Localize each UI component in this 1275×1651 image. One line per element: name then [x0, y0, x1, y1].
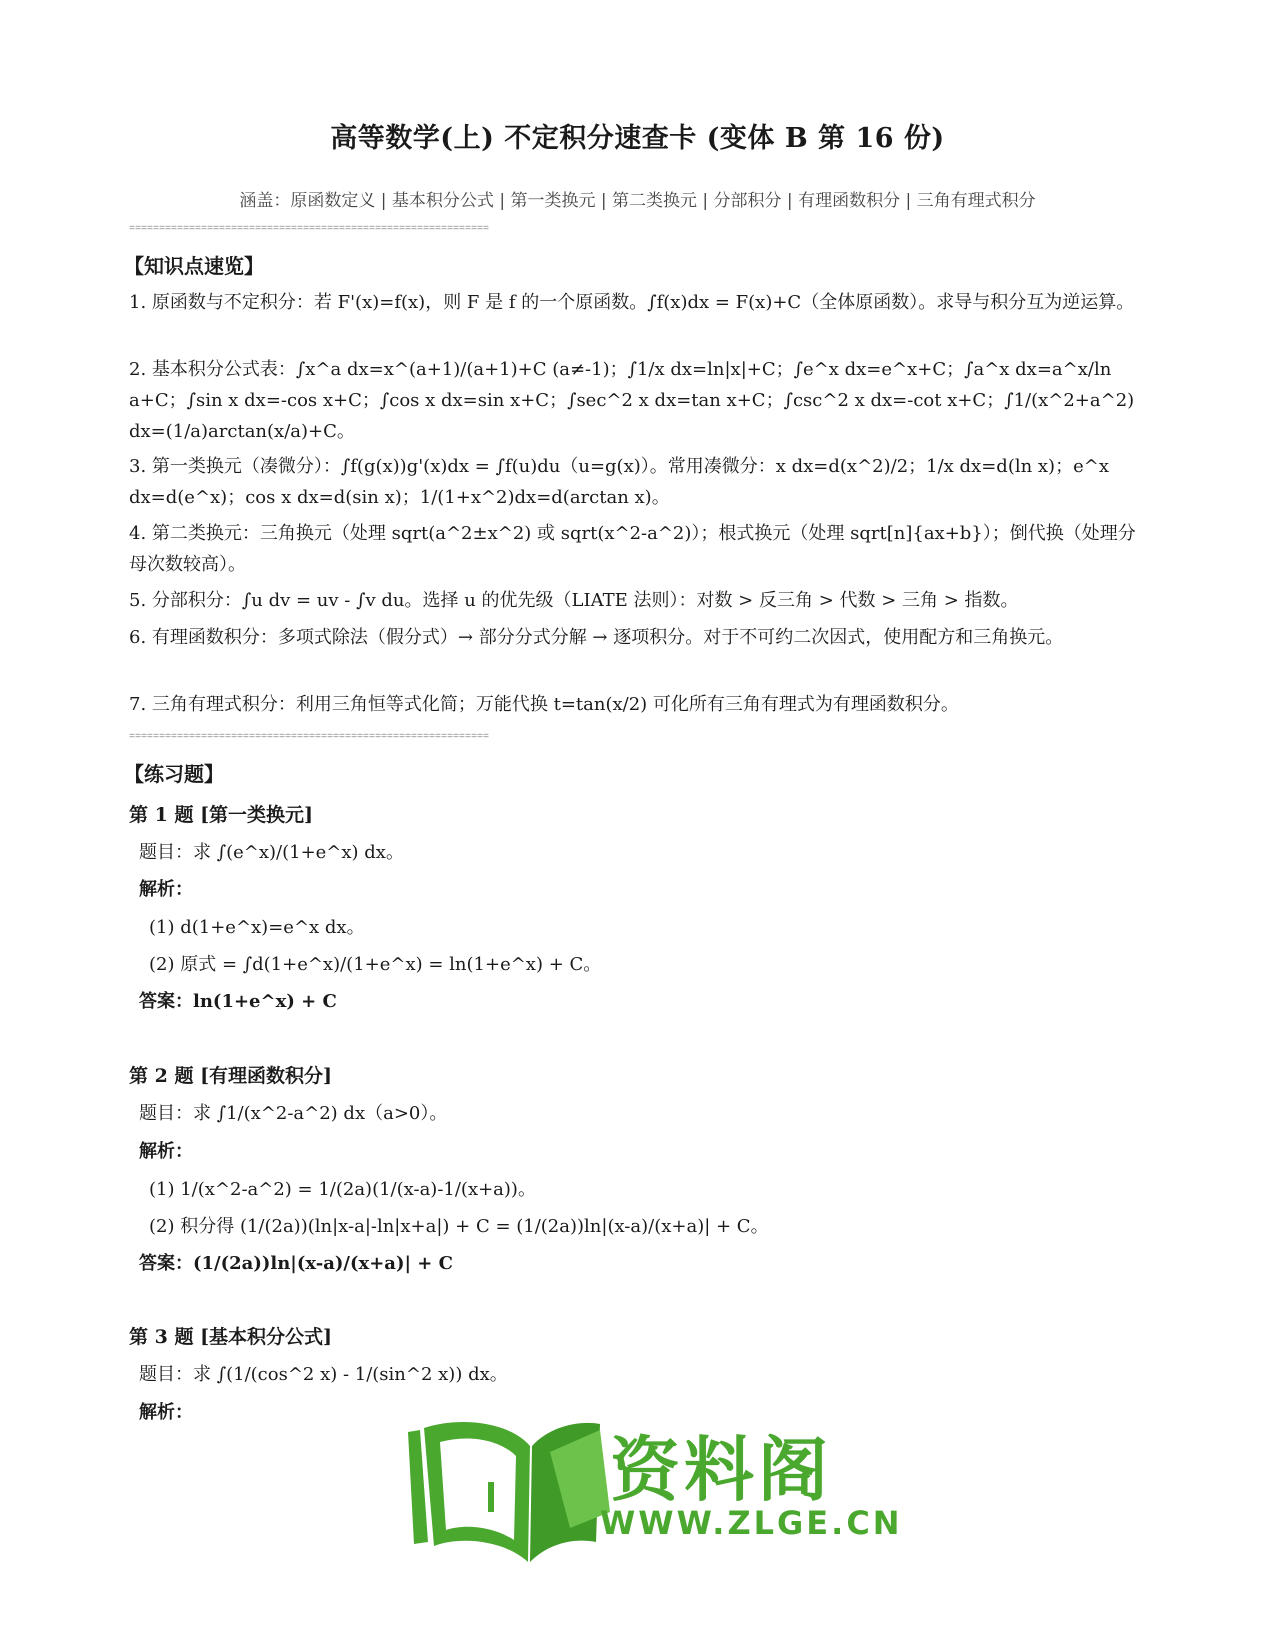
- knowledge-point: 4. 第二类换元：三角换元（处理 sqrt(a^2±x^2) 或 sqrt(x^2-a^2)）；根式换元（处理 sqrt[n]{ax+b}）；倒代换（处理分母次数较高）。: [129, 523, 1136, 575]
- analysis-label: 解析：: [139, 1402, 193, 1423]
- analysis-step: (2) 积分得 (1/(2a))(ln|x-a|-ln|x+a|) + C = (1/(2a))ln|(x-a)/(x+a)| + C。: [149, 1216, 769, 1237]
- watermark-url: WWW.ZLGE.CN: [600, 1504, 903, 1542]
- page-title: 高等数学(上) 不定积分速查卡 (变体 B 第 16 份): [330, 123, 945, 154]
- practice-heading: 【练习题】: [124, 762, 224, 786]
- knowledge-point: 5. 分部积分：∫u dv = uv - ∫v du。选择 u 的优先级（LIATE 法则）：对数 > 反三角 > 代数 > 三角 > 指数。: [129, 590, 1019, 611]
- knowledge-point: 2. 基本积分公式表：∫x^a dx=x^(a+1)/(a+1)+C (a≠-1)；∫1/x dx=ln|x|+C；∫e^x dx=e^x+C；∫a^x dx=a^x/ln a+C；∫sin x dx=-cos x+C；∫cos x dx=sin x+C；∫sec^2 x dx=tan x+C；∫csc^2 x dx=-cot x+C；∫1/(x^2+a^2) dx=(1/a)arctan(x/a)+C。: [129, 359, 1135, 442]
- question-problem: 题目：求 ∫1/(x^2-a^2) dx（a>0）。: [139, 1103, 448, 1124]
- knowledge-point: 3. 第一类换元（凑微分）：∫f(g(x))g'(x)dx = ∫f(u)du（u=g(x)）。常用凑微分：x dx=d(x^2)/2；1/x dx=d(ln x)；e^x dx=d(e^x)；cos x dx=d(sin x)；1/(1+x^2)dx=d(arctan x)。: [129, 456, 1109, 508]
- question-title: 第 2 题 [有理函数积分]: [129, 1065, 333, 1087]
- analysis-step: (1) 1/(x^2-a^2) = 1/(2a)(1/(x-a)-1/(x+a))。: [149, 1179, 536, 1200]
- knowledge-point: 7. 三角有理式积分：利用三角恒等式化简；万能代换 t=tan(x/2) 可化所有三角有理式为有理函数积分。: [129, 694, 959, 715]
- divider-rule: ============================================================: [129, 732, 490, 743]
- analysis-label: 解析：: [139, 1141, 193, 1162]
- knowledge-point: 6. 有理函数积分：多项式除法（假分式）→ 部分分式分解 → 逐项积分。对于不可约二次因式，使用配方和三角换元。: [129, 627, 1064, 648]
- analysis-step: (2) 原式 = ∫d(1+e^x)/(1+e^x) = ln(1+e^x) + C。: [149, 954, 602, 975]
- knowledge-point: 1. 原函数与不定积分：若 F'(x)=f(x)，则 F 是 f 的一个原函数。∫f(x)dx = F(x)+C（全体原函数）。求导与积分互为逆运算。: [129, 292, 1135, 313]
- question-title: 第 1 题 [第一类换元]: [129, 804, 314, 826]
- analysis-step: (1) d(1+e^x)=e^x dx。: [149, 917, 365, 938]
- coverage-line: 涵盖：原函数定义 | 基本积分公式 | 第一类换元 | 第二类换元 | 分部积分 | 有理函数积分 | 三角有理式积分: [239, 191, 1036, 211]
- question-title: 第 3 题 [基本积分公式]: [129, 1326, 333, 1348]
- watermark-name: 资料阁: [610, 1429, 832, 1511]
- analysis-label: 解析：: [139, 879, 193, 900]
- question-problem: 题目：求 ∫(e^x)/(1+e^x) dx。: [139, 842, 404, 863]
- knowledge-heading: 【知识点速览】: [124, 254, 264, 278]
- question-problem: 题目：求 ∫(1/(cos^2 x) - 1/(sin^2 x)) dx。: [139, 1364, 508, 1385]
- question-answer: 答案：ln(1+e^x) + C: [139, 991, 337, 1012]
- question-answer: 答案：(1/(2a))ln|(x-a)/(x+a)| + C: [139, 1253, 453, 1274]
- divider-rule: ============================================================: [129, 224, 490, 235]
